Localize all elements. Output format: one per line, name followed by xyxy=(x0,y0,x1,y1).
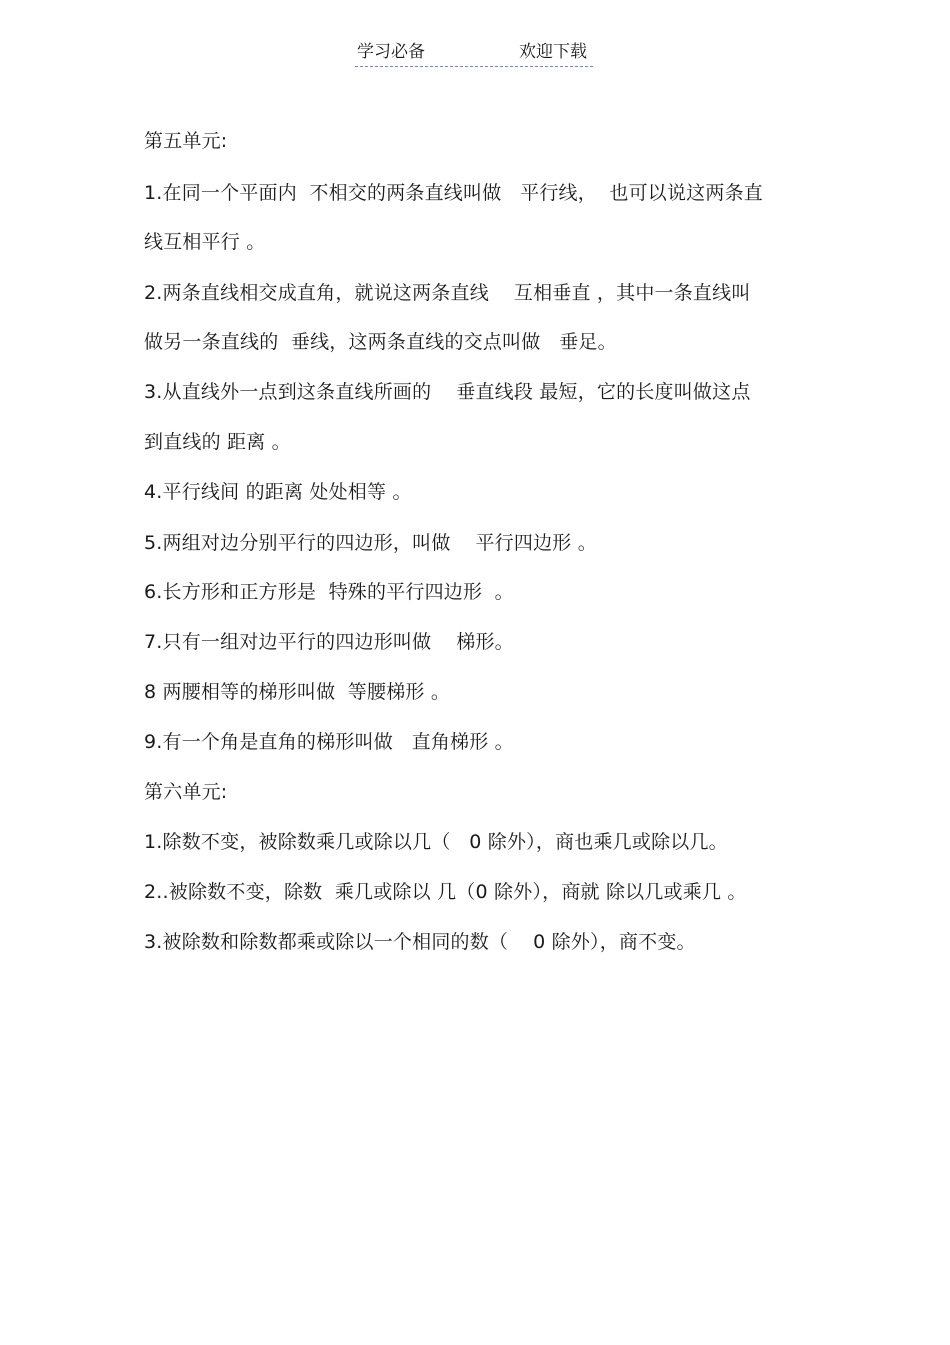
paragraph-line: 到直线的 距离 。 xyxy=(144,431,291,453)
paragraph-line: 线互相平行 。 xyxy=(144,231,266,253)
paragraph-line: 2..被除数不变，除数 乘几或除以 几（0 除外），商就 除以几或乘几 。 xyxy=(144,881,747,903)
paragraph-line: 做另一条直线的 垂线，这两条直线的交点叫做 垂足。 xyxy=(144,331,617,353)
page-header xyxy=(355,40,593,67)
paragraph-line: 7.只有一组对边平行的四边形叫做 梯形。 xyxy=(144,631,514,653)
paragraph-line: 6.长方形和正方形是 特殊的平行四边形 。 xyxy=(144,581,514,603)
paragraph-line: 4.平行线间 的距离 处处相等 。 xyxy=(144,481,412,503)
paragraph-line: 2.两条直线相交成直角，就说这两条直线 互相垂直 ，其中一条直线叫 xyxy=(144,282,751,304)
paragraph-line: 3.从直线外一点到这条直线所画的 垂直线段 最短，它的长度叫做这点 xyxy=(144,381,751,403)
header-left-text: 学习必备 xyxy=(357,42,425,62)
paragraph-line: 1.在同一个平面内 不相交的两条直线叫做 平行线， 也可以说这两条直 xyxy=(144,182,764,204)
paragraph-line: 1.除数不变，被除数乘几或除以几（ 0 除外），商也乘几或除以几。 xyxy=(144,831,728,853)
paragraph-line: 9.有一个角是直角的梯形叫做 直角梯形 。 xyxy=(144,731,514,753)
paragraph-line: 3.被除数和除数都乘或除以一个相同的数（ 0 除外），商不变。 xyxy=(144,931,696,953)
section-heading-unit-5: 第五单元: xyxy=(144,130,228,152)
paragraph-line: 8 两腰相等的梯形叫做 等腰梯形 。 xyxy=(144,681,451,703)
header-right-text: 欢迎下载 xyxy=(519,42,587,62)
section-heading-unit-6: 第六单元: xyxy=(144,781,228,803)
paragraph-line: 5.两组对边分别平行的四边形，叫做 平行四边形 。 xyxy=(144,532,597,554)
